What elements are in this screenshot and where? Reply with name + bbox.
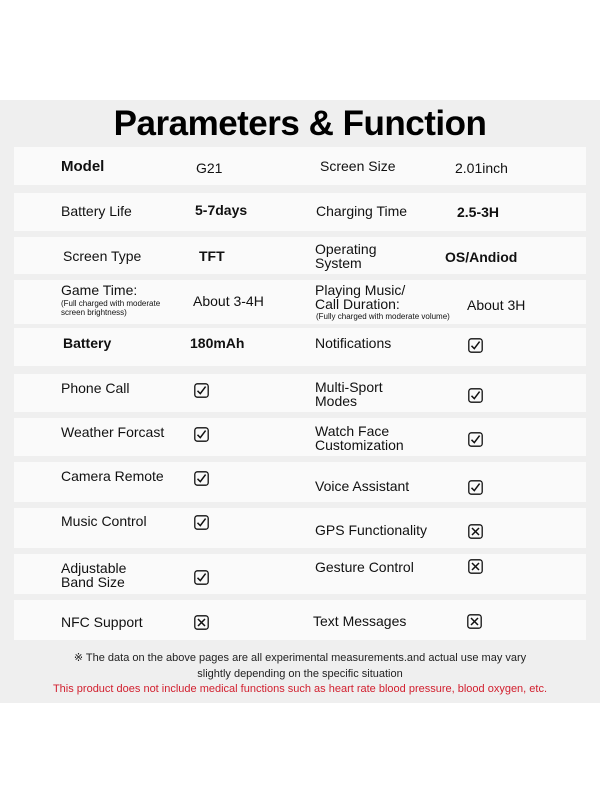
check-box-icon: [194, 427, 209, 442]
feature-label: Camera Remote: [61, 468, 164, 484]
playing-music-note: [316, 312, 450, 321]
feature-label-line-2: Customization: [315, 437, 404, 453]
game-time-note-line-1: (Full charged with moderate: [61, 299, 161, 308]
battery-label: Battery: [63, 335, 112, 351]
game-time-label: Game Time:: [61, 282, 138, 298]
screen-type-value: TFT: [199, 248, 225, 264]
feature-label: Phone Call: [61, 380, 130, 396]
feature-label-line-2: Band Size: [61, 574, 125, 590]
check-box-icon: [468, 338, 483, 353]
feature-label: Gesture Control: [315, 559, 414, 575]
battery-life-label: Battery Life: [61, 203, 132, 219]
battery-value: 180mAh: [190, 335, 245, 351]
game-time-note-line-2: screen brightness): [61, 308, 127, 317]
screen-size-value: 2.01inch: [455, 160, 508, 176]
feature-label: Voice Assistant: [315, 478, 410, 494]
medical-warning: This product does not include medical functions such as heart rate blood pressure, blood oxygen, etc.: [52, 683, 548, 695]
operating-system-label-2: System: [315, 255, 362, 271]
screen-size-label: Screen Size: [320, 158, 396, 174]
check-box-icon: [194, 570, 209, 585]
game-time-note: [61, 299, 160, 317]
check-box-icon: [468, 480, 483, 495]
screen-type-label: Screen Type: [63, 248, 142, 264]
charging-time-label: Charging Time: [316, 203, 408, 219]
operating-system-value: OS/Andiod: [445, 249, 518, 265]
cross-box-icon: [467, 614, 482, 629]
feature-label: Weather Forcast: [61, 424, 165, 440]
feature-label-line-2: Modes: [315, 393, 358, 409]
cross-box-icon: [468, 559, 483, 574]
check-box-icon: [468, 432, 483, 447]
playing-music-label-2: Call Duration:: [315, 296, 400, 312]
model-label: Model: [61, 158, 105, 175]
page-title: Parameters & Function: [113, 104, 487, 143]
feature-label-line-1: Multi-Sport: [315, 379, 383, 395]
charging-time-value: 2.5-3H: [457, 204, 500, 220]
feature-label: NFC Support: [61, 614, 143, 630]
disclaimer-line-2: slightly depending on the specific situation: [197, 668, 403, 680]
battery-life-value: 5-7days: [195, 202, 248, 218]
check-box-icon: [194, 471, 209, 486]
playing-music-value: About 3H: [467, 297, 526, 313]
feature-label: Music Control: [61, 513, 147, 529]
feature-label: Text Messages: [313, 613, 407, 629]
check-box-icon: [194, 515, 209, 530]
cross-box-icon: [468, 524, 483, 539]
feature-label: GPS Functionality: [315, 522, 428, 538]
feature-label: Notifications: [315, 335, 392, 351]
game-time-value: About 3-4H: [193, 293, 264, 309]
check-box-icon: [468, 388, 483, 403]
cross-box-icon: [194, 615, 209, 630]
operating-system-label-1: Operating: [315, 241, 377, 257]
playing-music-label-1: Playing Music/: [315, 282, 406, 298]
disclaimer-line-1: ※ The data on the above pages are all experimental measurements.and actual use may vary: [73, 652, 527, 664]
check-box-icon: [194, 383, 209, 398]
playing-music-note-text: (Fully charged with moderate volume): [316, 312, 450, 321]
model-value: G21: [196, 160, 223, 176]
feature-label-line-1: Watch Face: [315, 423, 390, 439]
feature-label-line-1: Adjustable: [61, 560, 127, 576]
